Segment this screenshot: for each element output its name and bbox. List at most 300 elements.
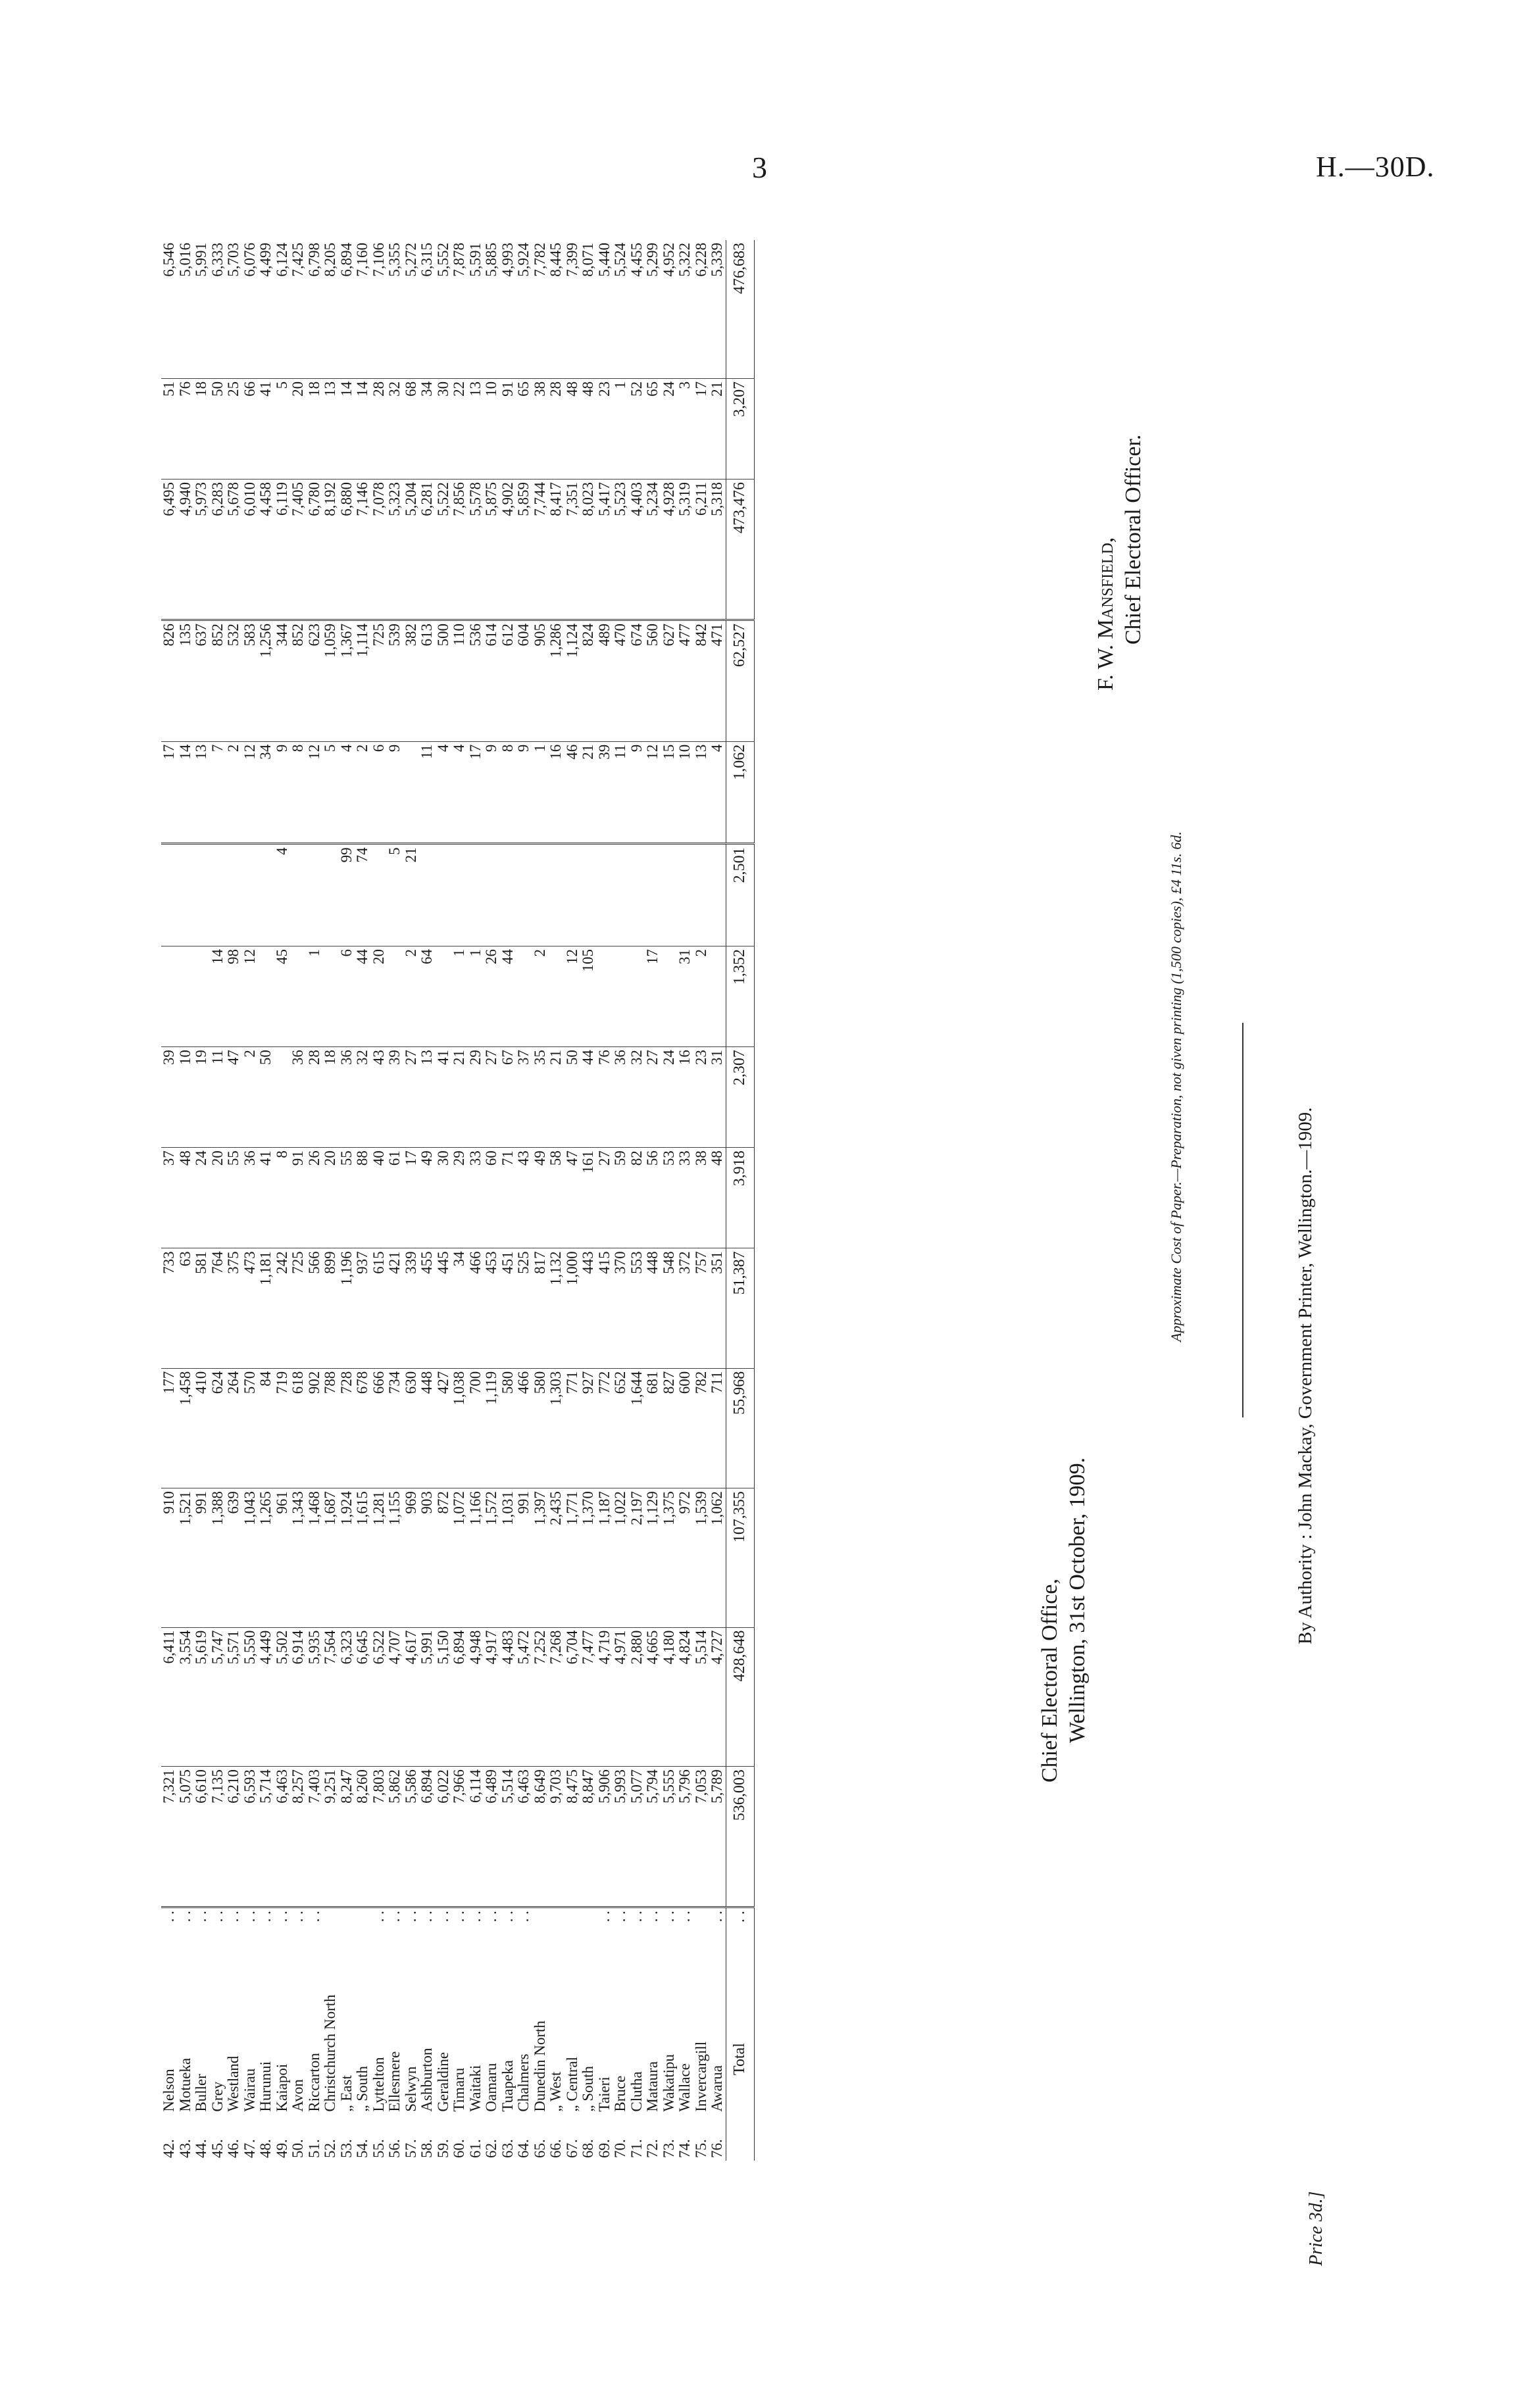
value-cell-col5: 553	[629, 1248, 645, 1368]
value-cell-col4: 580	[532, 1368, 549, 1488]
table-row	[387, 240, 403, 2161]
value-cell-col11: 110	[451, 620, 468, 741]
row-number: 47.	[241, 2139, 258, 2158]
value-cell-col4: 427	[436, 1368, 452, 1488]
district-name	[210, 1907, 226, 2115]
value-cell-col11: 674	[629, 620, 645, 741]
value-cell-col10: 13	[193, 741, 210, 844]
value-cell-col10	[403, 741, 420, 844]
row-number: 66.	[547, 2139, 564, 2158]
district-name	[226, 1907, 242, 2115]
leader-dots: . .	[161, 1911, 177, 1923]
value-cell-col1: 8,847	[580, 1767, 597, 1907]
value-cell-col1: 8,649	[532, 1767, 549, 1907]
row-number: 49.	[273, 2139, 290, 2158]
value-cell-col1: 536,003	[726, 1767, 754, 1907]
value-cell-col4: 570	[242, 1368, 259, 1488]
value-cell-col13: 13	[468, 378, 484, 479]
value-cell-col4: 1,303	[548, 1368, 565, 1488]
value-cell-col2: 5,472	[516, 1627, 532, 1767]
value-cell-col1: 9,251	[322, 1767, 339, 1907]
district-label: Bruce	[612, 2075, 628, 2112]
value-cell-col9	[613, 844, 629, 946]
value-cell-col12: 7,351	[565, 479, 581, 620]
value-cell-col7: 36	[290, 1047, 307, 1148]
value-cell-col7: 44	[580, 1047, 597, 1148]
value-cell-col1: 7,803	[371, 1767, 388, 1907]
district-name	[193, 1907, 210, 2115]
leader-dots: . .	[370, 1911, 387, 1923]
value-cell-col11: 539	[387, 620, 403, 741]
table-row	[693, 240, 710, 2161]
value-cell-col8: 1	[451, 946, 468, 1046]
value-cell-col6: 58	[548, 1148, 565, 1248]
total-row	[726, 240, 754, 2161]
value-cell-col11: 637	[193, 620, 210, 741]
district-name	[677, 1907, 693, 2115]
district-name	[161, 1907, 178, 2115]
value-cell-col12: 7,078	[371, 479, 388, 620]
value-cell-col8: 6	[339, 946, 355, 1046]
row-number: 57.	[402, 2139, 419, 2158]
value-cell-col4: 728	[339, 1368, 355, 1488]
value-cell-col5: 899	[322, 1248, 339, 1368]
value-cell-col4: 734	[387, 1368, 403, 1488]
value-cell-col12: 5,578	[468, 479, 484, 620]
value-cell-col6: 91	[290, 1148, 307, 1248]
leader-dots: . .	[451, 1911, 467, 1923]
row-number: 61.	[466, 2139, 484, 2158]
value-cell-col8	[436, 946, 452, 1046]
leader-dots: . .	[595, 1911, 613, 1923]
value-cell-col5: 445	[436, 1248, 452, 1368]
value-cell-col13: 3,207	[726, 378, 754, 479]
value-cell-col3: 1,370	[580, 1488, 597, 1628]
value-cell-col9	[677, 844, 693, 946]
value-cell-col2: 4,707	[387, 1627, 403, 1767]
value-cell-col11: 905	[532, 620, 549, 741]
table-row	[403, 240, 420, 2161]
value-cell-col2: 5,502	[274, 1627, 291, 1767]
value-cell-col7: 41	[436, 1047, 452, 1148]
value-cell-col14: 7,425	[290, 240, 307, 378]
value-cell-col4: 666	[371, 1368, 388, 1488]
district-label: Selwyn	[402, 2066, 419, 2112]
value-cell-col4: 827	[661, 1368, 678, 1488]
value-cell-col8: 45	[274, 946, 291, 1046]
row-number: 63.	[499, 2139, 516, 2158]
value-cell-col7: 32	[355, 1047, 371, 1148]
value-cell-col6: 33	[677, 1148, 693, 1248]
value-cell-col1: 5,906	[597, 1767, 613, 1907]
value-cell-col5: 63	[178, 1248, 194, 1368]
value-cell-col9	[516, 844, 532, 946]
leader-dots: . .	[289, 1911, 306, 1923]
value-cell-col8: 14	[210, 946, 226, 1046]
district-name	[693, 1907, 710, 2115]
value-cell-col4: 466	[516, 1368, 532, 1488]
value-cell-col6: 20	[322, 1148, 339, 1248]
value-cell-col13: 17	[693, 378, 710, 479]
value-cell-col1: 5,514	[500, 1767, 516, 1907]
district-label: Riccarton	[305, 2053, 322, 2112]
value-cell-col3: 991	[516, 1488, 532, 1628]
value-cell-col2: 3,554	[178, 1627, 194, 1767]
leader-dots: . .	[305, 1911, 322, 1923]
value-cell-col10: 2	[226, 741, 242, 844]
value-cell-col14: 5,885	[484, 240, 500, 378]
row-number: 62.	[483, 2139, 499, 2158]
value-cell-col9: 2,501	[726, 844, 754, 946]
signature-block	[1092, 435, 1147, 691]
value-cell-col9	[565, 844, 581, 946]
value-cell-col12: 6,119	[274, 479, 291, 620]
district-label: Nelson	[161, 2069, 177, 2112]
value-cell-col13: 65	[516, 378, 532, 479]
value-cell-col3: 1,155	[387, 1488, 403, 1628]
row-number: 60.	[451, 2139, 467, 2158]
row-number: 50.	[289, 2139, 306, 2158]
row-number: 52.	[322, 2139, 338, 2158]
value-cell-col2: 4,948	[468, 1627, 484, 1767]
value-cell-col7: 19	[193, 1047, 210, 1148]
value-cell-col3: 1,521	[178, 1488, 194, 1628]
value-cell-col9	[629, 844, 645, 946]
value-cell-col10: 12	[307, 741, 323, 844]
value-cell-col14: 6,894	[339, 240, 355, 378]
value-cell-col12: 5,323	[387, 479, 403, 620]
value-cell-col7: 29	[468, 1047, 484, 1148]
value-cell-col9	[436, 844, 452, 946]
value-cell-col7: 32	[629, 1047, 645, 1148]
value-cell-col7	[274, 1047, 291, 1148]
value-cell-col3: 1,924	[339, 1488, 355, 1628]
value-cell-col11: 852	[210, 620, 226, 741]
value-cell-col1: 6,210	[226, 1767, 242, 1907]
row-number: 74.	[676, 2139, 693, 2158]
value-cell-col3: 1,687	[322, 1488, 339, 1628]
value-cell-col10: 9	[387, 741, 403, 844]
value-cell-col10: 2	[355, 741, 371, 844]
row-number: 59.	[434, 2139, 451, 2158]
value-cell-col11: 1,367	[339, 620, 355, 741]
district-name	[339, 1907, 355, 2115]
district-name	[516, 1907, 532, 2115]
value-cell-col1: 5,555	[661, 1767, 678, 1907]
district-name	[371, 1907, 388, 2115]
value-cell-col3: 1,615	[355, 1488, 371, 1628]
value-cell-col11: 1,114	[355, 620, 371, 741]
value-cell-col11: 604	[516, 620, 532, 741]
value-cell-col5: 451	[500, 1248, 516, 1368]
value-cell-col1: 5,796	[677, 1767, 693, 1907]
value-cell-col2: 5,150	[436, 1627, 452, 1767]
leader-dots: . .	[660, 1911, 677, 1923]
district-label: Lyttelton	[370, 2057, 387, 2112]
value-cell-col11: 1,256	[258, 620, 274, 741]
leader-dots: . .	[257, 1911, 274, 1923]
table-row	[597, 240, 613, 2161]
value-cell-col12: 8,023	[580, 479, 597, 620]
value-cell-col2: 4,727	[709, 1627, 726, 1767]
value-cell-col11: 826	[161, 620, 178, 741]
value-cell-col13: 21	[709, 378, 726, 479]
row-number: 64.	[515, 2139, 532, 2158]
value-cell-col3: 1,031	[500, 1488, 516, 1628]
table-row	[468, 240, 484, 2161]
value-cell-col4: 630	[403, 1368, 420, 1488]
value-cell-col8	[161, 946, 178, 1046]
district-label: Hurunui	[257, 2061, 274, 2112]
value-cell-col14: 7,160	[355, 240, 371, 378]
district-label: Wairau	[241, 2068, 258, 2112]
row-number: 56.	[386, 2139, 403, 2158]
value-cell-col14: 7,399	[565, 240, 581, 378]
value-cell-col7: 50	[565, 1047, 581, 1148]
district-label: Wallace	[676, 2063, 693, 2112]
district-label: Ashburton	[418, 2048, 435, 2112]
value-cell-col12: 5,875	[484, 479, 500, 620]
value-cell-col14: 476,683	[726, 240, 754, 378]
value-cell-col1: 7,053	[693, 1767, 710, 1907]
value-cell-col13: 65	[645, 378, 661, 479]
value-cell-col4: 448	[419, 1368, 436, 1488]
value-cell-col7: 47	[226, 1047, 242, 1148]
value-cell-col6: 88	[355, 1148, 371, 1248]
value-cell-col10: 4	[436, 741, 452, 844]
district-name	[419, 1907, 436, 2115]
value-cell-col1: 9,703	[548, 1767, 565, 1907]
row-number: 69.	[595, 2139, 613, 2158]
value-cell-col12: 7,744	[532, 479, 549, 620]
value-cell-col14: 6,076	[242, 240, 259, 378]
value-cell-col12: 5,319	[677, 479, 693, 620]
district-name	[565, 1907, 581, 2115]
value-cell-col4: 678	[355, 1368, 371, 1488]
value-cell-col9	[226, 844, 242, 946]
district-name	[726, 1907, 754, 2161]
value-cell-col4: 84	[258, 1368, 274, 1488]
value-cell-col13: 1	[613, 378, 629, 479]
value-cell-col12: 6,283	[210, 479, 226, 620]
value-cell-col14: 5,552	[436, 240, 452, 378]
value-cell-col9	[307, 844, 323, 946]
value-cell-col14: 5,322	[677, 240, 693, 378]
district-name	[597, 1907, 613, 2115]
row-number: 65.	[531, 2139, 548, 2158]
table-row	[500, 240, 516, 2161]
value-cell-col5: 937	[355, 1248, 371, 1368]
value-cell-col11: 532	[226, 620, 242, 741]
value-cell-col1: 5,789	[709, 1767, 726, 1907]
row-number: 75.	[692, 2139, 709, 2158]
value-cell-col12: 4,458	[258, 479, 274, 620]
value-cell-col6: 8	[274, 1148, 291, 1248]
value-cell-col10: 1,062	[726, 741, 754, 844]
value-cell-col4: 1,458	[178, 1368, 194, 1488]
value-cell-col4: 771	[565, 1368, 581, 1488]
value-cell-col8	[258, 946, 274, 1046]
value-cell-col2: 4,483	[500, 1627, 516, 1767]
district-label: „ South	[354, 2065, 370, 2112]
value-cell-col2: 7,268	[548, 1627, 565, 1767]
table-row	[339, 240, 355, 2161]
value-cell-col1: 8,260	[355, 1767, 371, 1907]
value-cell-col5: 473	[242, 1248, 259, 1368]
value-cell-col4: 410	[193, 1368, 210, 1488]
district-label: Westland	[225, 2055, 241, 2112]
value-cell-col9	[580, 844, 597, 946]
value-cell-col7: 67	[500, 1047, 516, 1148]
row-number: 53.	[338, 2139, 355, 2158]
value-cell-col3: 1,072	[451, 1488, 468, 1628]
value-cell-col1: 5,862	[387, 1767, 403, 1907]
value-cell-col14: 7,878	[451, 240, 468, 378]
value-cell-col11: 824	[580, 620, 597, 741]
value-cell-col7: 21	[451, 1047, 468, 1148]
value-cell-col11: 1,124	[565, 620, 581, 741]
value-cell-col6: 41	[258, 1148, 274, 1248]
value-cell-col8: 17	[645, 946, 661, 1046]
value-cell-col14: 5,299	[645, 240, 661, 378]
value-cell-col13: 50	[210, 378, 226, 479]
row-number: 68.	[580, 2139, 596, 2158]
value-cell-col5: 764	[210, 1248, 226, 1368]
value-cell-col2: 6,645	[355, 1627, 371, 1767]
value-cell-col6: 55	[226, 1148, 242, 1248]
value-cell-col12: 4,928	[661, 479, 678, 620]
table-row	[355, 240, 371, 2161]
value-cell-col13: 41	[258, 378, 274, 479]
value-cell-col1: 5,077	[629, 1767, 645, 1907]
value-cell-col1: 7,321	[161, 1767, 178, 1907]
table-row	[451, 240, 468, 2161]
value-cell-col4: 788	[322, 1368, 339, 1488]
value-cell-col9: 99	[339, 844, 355, 946]
value-cell-col12: 6,211	[693, 479, 710, 620]
value-cell-col9	[242, 844, 259, 946]
district-name	[387, 1907, 403, 2115]
value-cell-col12: 6,780	[307, 479, 323, 620]
value-cell-col10: 12	[242, 741, 259, 844]
value-cell-col10: 10	[677, 741, 693, 844]
value-cell-col10: 12	[645, 741, 661, 844]
value-cell-col6: 53	[661, 1148, 678, 1248]
row-number: 45.	[209, 2139, 226, 2158]
district-label: Invercargill	[692, 2041, 709, 2112]
value-cell-col14: 5,355	[387, 240, 403, 378]
cost-note: Approximate Cost of Paper.—Preparation, not given printing (1,500 copies), £4 11s. 6d.	[1168, 831, 1184, 1342]
value-cell-col12: 5,973	[193, 479, 210, 620]
value-cell-col2: 4,449	[258, 1627, 274, 1767]
value-cell-col14: 5,524	[613, 240, 629, 378]
value-cell-col7: 76	[597, 1047, 613, 1148]
leader-dots: . .	[434, 1911, 451, 1923]
district-name	[613, 1907, 629, 2115]
value-cell-col12: 4,940	[178, 479, 194, 620]
value-cell-col12: 5,859	[516, 479, 532, 620]
district-name	[322, 1907, 339, 2115]
value-cell-col7: 27	[645, 1047, 661, 1148]
value-cell-col12: 6,495	[161, 479, 178, 620]
value-cell-col14: 7,106	[371, 240, 388, 378]
district-label: Wakatipu	[660, 2054, 677, 2112]
value-cell-col2: 5,935	[307, 1627, 323, 1767]
value-cell-col3: 872	[436, 1488, 452, 1628]
price-note: Price 3d.]	[1306, 2191, 1326, 2266]
table-row	[709, 240, 726, 2161]
district-label: „ South	[580, 2065, 596, 2112]
value-cell-col5: 466	[468, 1248, 484, 1368]
value-cell-col6: 26	[307, 1148, 323, 1248]
district-label: Timaru	[451, 2067, 467, 2112]
value-cell-col1: 5,993	[613, 1767, 629, 1907]
value-cell-col8: 1,352	[726, 946, 754, 1046]
value-cell-col7: 23	[693, 1047, 710, 1148]
value-cell-col10: 9	[274, 741, 291, 844]
value-cell-col3: 1,062	[709, 1488, 726, 1628]
value-cell-col9	[484, 844, 500, 946]
value-cell-col3: 1,468	[307, 1488, 323, 1628]
value-cell-col3: 1,043	[242, 1488, 259, 1628]
value-cell-col11: 852	[290, 620, 307, 741]
value-cell-col1: 8,257	[290, 1767, 307, 1907]
district-label: Oamaru	[483, 2063, 499, 2112]
value-cell-col2: 6,894	[451, 1627, 468, 1767]
value-cell-col3: 1,375	[661, 1488, 678, 1628]
value-cell-col8: 1	[307, 946, 323, 1046]
district-label: Awarua	[709, 2065, 725, 2112]
value-cell-col11: 613	[419, 620, 436, 741]
value-cell-col4: 264	[226, 1368, 242, 1488]
value-cell-col12: 6,281	[419, 479, 436, 620]
value-cell-col10: 9	[629, 741, 645, 844]
leader-dots: . .	[676, 1911, 693, 1923]
value-cell-col13: 76	[178, 378, 194, 479]
value-cell-col12: 473,476	[726, 479, 754, 620]
value-cell-col2: 4,719	[597, 1627, 613, 1767]
value-cell-col8: 64	[419, 946, 436, 1046]
table-row	[677, 240, 693, 2161]
district-label: Total	[731, 2043, 749, 2075]
value-cell-col2: 428,648	[726, 1627, 754, 1767]
value-cell-col8	[597, 946, 613, 1046]
value-cell-col1: 7,403	[307, 1767, 323, 1907]
value-cell-col3: 972	[677, 1488, 693, 1628]
row-number: 55.	[370, 2139, 387, 2158]
value-cell-col5: 351	[709, 1248, 726, 1368]
electoral-statistics-table	[161, 240, 755, 2161]
value-cell-col2: 4,971	[613, 1627, 629, 1767]
value-cell-col10: 4	[709, 741, 726, 844]
leader-dots: . .	[225, 1911, 241, 1923]
table-row	[565, 240, 581, 2161]
value-cell-col1: 6,894	[419, 1767, 436, 1907]
row-number: 70.	[612, 2139, 628, 2158]
district-name	[178, 1907, 194, 2115]
value-cell-col8: 2	[403, 946, 420, 1046]
value-cell-col13: 68	[403, 378, 420, 479]
value-cell-col8	[613, 946, 629, 1046]
value-cell-col10: 17	[161, 741, 178, 844]
value-cell-col13: 5	[274, 378, 291, 479]
value-cell-col5: 370	[613, 1248, 629, 1368]
value-cell-col4: 600	[677, 1368, 693, 1488]
value-cell-col5: 733	[161, 1248, 178, 1368]
table-row	[371, 240, 388, 2161]
value-cell-col7: 28	[307, 1047, 323, 1148]
value-cell-col6: 48	[178, 1148, 194, 1248]
